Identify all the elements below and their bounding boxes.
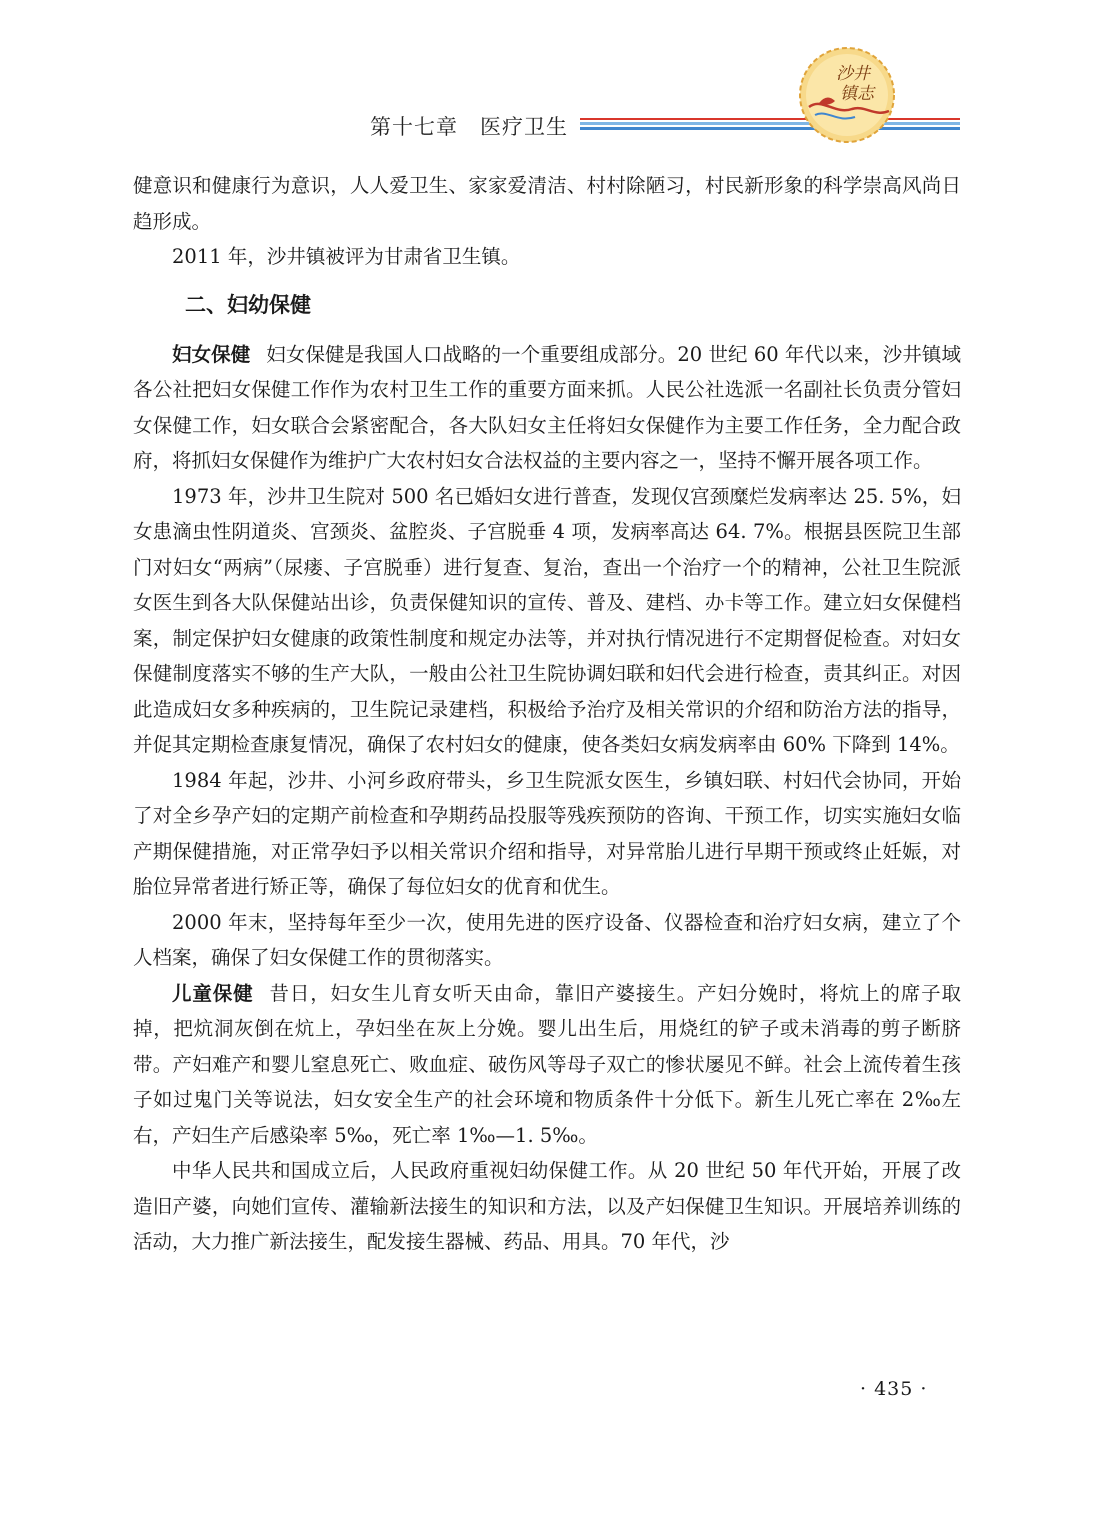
- page-header: [0, 0, 1093, 150]
- page-number: · 435 ·: [860, 1378, 928, 1400]
- header-rule-dark-blue-line: [580, 127, 960, 130]
- paragraph-continuation: 健意识和健康行为意识，人人爱卫生、家家爱清洁、村村除陋习，村民新形象的科学崇高风尚日趋形成。: [133, 174, 961, 233]
- book-seal-logo: [797, 45, 897, 145]
- section-heading: 二、妇幼保健: [185, 292, 311, 317]
- paragraph-child-1: [133, 976, 961, 1154]
- seal-text-line1: 沙井: [836, 64, 870, 84]
- paragraph-women-2: 1973 年，沙井卫生院对 500 名已婚妇女进行普查，发现仅宫颈糜烂发病率达 25. 5%，妇女患滴虫性阴道炎、宫颈炎、盆腔炎、子宫脱垂 4 项，发病率高达 64. 7%。根据县医院卫生部门对妇女“两病”（尿瘘、子宫脱垂）进行复查、复治，查出一个治疗一个的精神，公社卫生院派女医生到各大队保健站出诊，负责保健知识的宣传、普及、建档、办卡等工作。建立妇女保健档案，制定保护妇女健康的政策性制度和规定办法等，并对执行情况进行不定期督促检查。对妇女保健制度落实不够的生产大队，一般由公社卫生院协调妇联和妇代会进行检查，责其纠正。对因此造成妇女多种疾病的，卫生院记录建档，积极给予治疗及相关常识的介绍和防治方法的指导，并促其定期检查康复情况，确保了农村妇女的健康，使各类妇女病发病率由 60% 下降到 14%。: [133, 484, 961, 756]
- paragraph-child-2: 中华人民共和国成立后，人民政府重视妇幼保健工作。从 20 世纪 50 年代开始，开展了改造旧产婆，向她们宣传、灌输新法接生的知识和方法，以及产妇保健卫生知识。开展培养训练的活动，大力推广新法接生，配发接生器械、药品、用具。70 年代，沙: [133, 1159, 961, 1253]
- subheading-child-health: 儿童保健: [172, 981, 254, 1005]
- paragraph-women-3: 1984 年起，沙井、小河乡政府带头，乡卫生院派女医生，乡镇妇联、村妇代会协同，开始了对全乡孕产妇的定期产前检查和孕期药品投服等残疾预防的咨询、干预工作，切实实施妇女临产期保健措施，对正常孕妇予以相关常识介绍和指导，对异常胎儿进行早期干预或终止妊娠，对胎位异常者进行矫正等，确保了每位妇女的优育和优生。: [133, 768, 961, 898]
- chapter-title: 第十七章 医疗卫生: [370, 115, 568, 139]
- paragraph-child-1-text: 昔日，妇女生儿育女听天由命，靠旧产婆接生。产妇分娩时，将炕上的席子取掉，把炕洞灰倒在炕上，孕妇坐在灰上分娩。婴儿出生后，用烧红的铲子或未消毒的剪子断脐带。产妇难产和婴儿窒息死亡、败血症、破伤风等母子双亡的惨状屡见不鲜。社会上流传着生孩子如过鬼门关等说法，妇女安全生产的社会环境和物质条件十分低下。新生儿死亡率在 2‰左右，产妇生产后感染率 5‰，死亡率 1‰—1. 5‰。: [133, 981, 961, 1147]
- seal-text-line2: 镇志: [840, 84, 874, 104]
- body-text: [133, 168, 961, 1260]
- subheading-women-health: 妇女保健: [172, 342, 251, 366]
- header-rule-red-line: [580, 118, 960, 120]
- paragraph-women-4: 2000 年末，坚持每年至少一次，使用先进的医疗设备、仪器检查和治疗妇女病，建立了个人档案，确保了妇女保健工作的贯彻落实。: [133, 910, 961, 969]
- paragraph-women-1-text: 妇女保健是我国人口战略的一个重要组成部分。20 世纪 60 年代以来，沙井镇域各公社把妇女保健工作作为农村卫生工作的重要方面来抓。人民公社选派一名副社长负责分管妇女保健工作，妇女联合会紧密配合，各大队妇女主任将妇女保健作为主要工作任务，全力配合政府，将抓妇女保健作为维护广大农村妇女合法权益的主要内容之一，坚持不懈开展各项工作。: [133, 342, 961, 472]
- paragraph-2011: 2011 年，沙井镇被评为甘肃省卫生镇。: [172, 245, 521, 268]
- header-rule: [580, 118, 960, 134]
- header-rule-light-blue-line: [580, 122, 960, 125]
- paragraph-women-1: [133, 337, 961, 479]
